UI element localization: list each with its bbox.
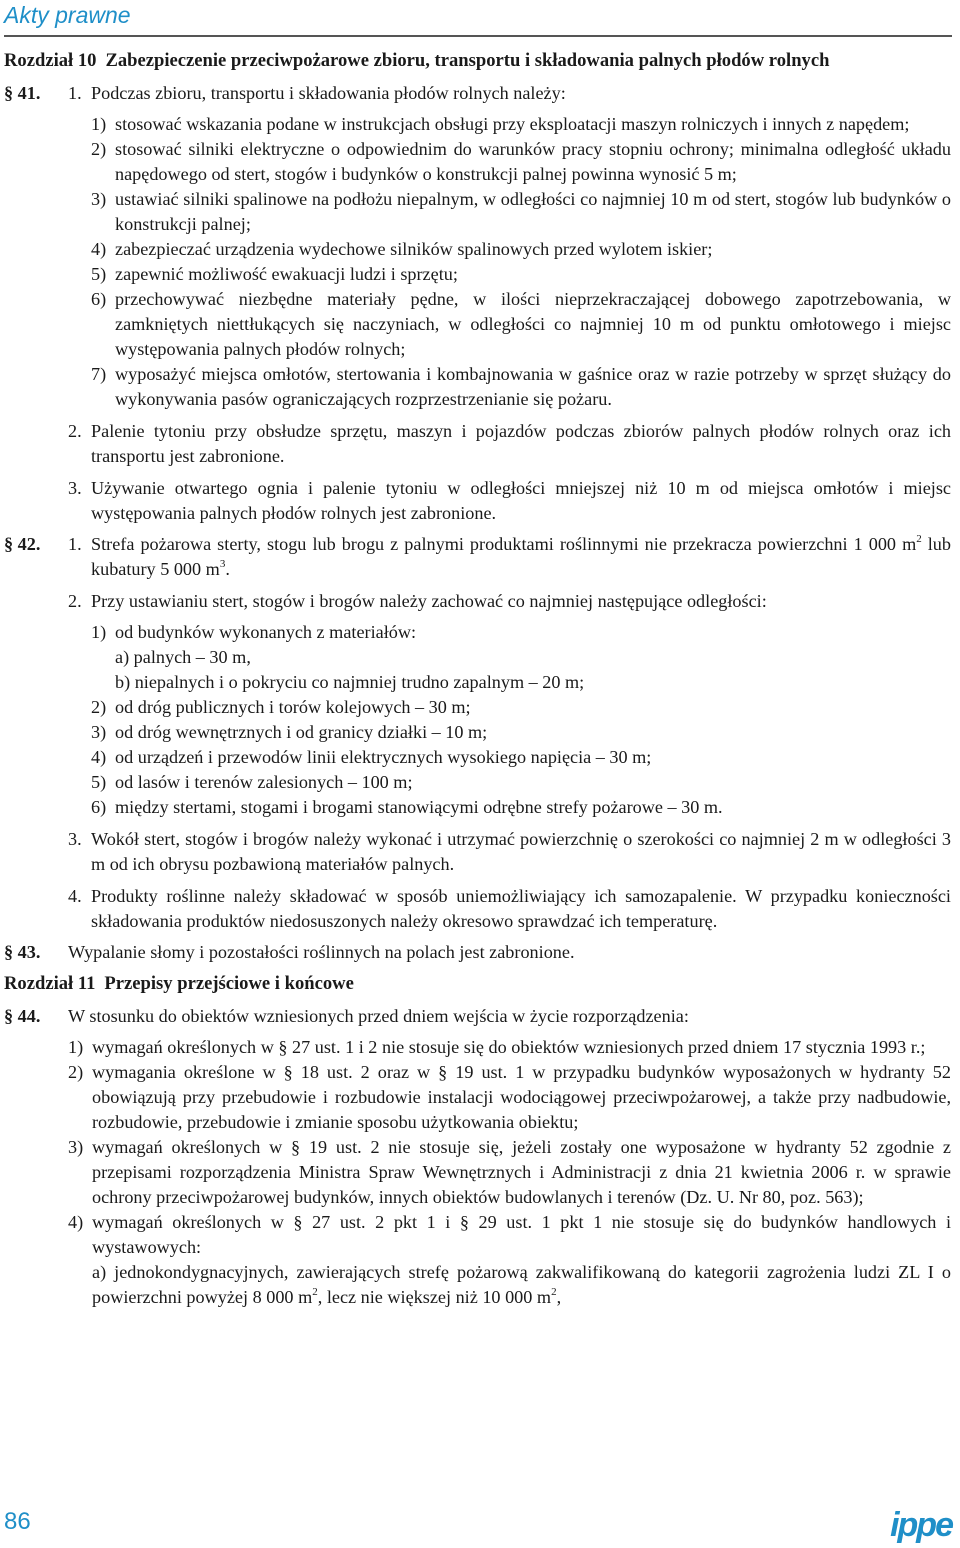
item-text: od dróg publicznych i torów kolejowych – 30 m; — [115, 697, 471, 717]
paragraph — [68, 419, 951, 469]
item-number: 1) — [68, 1037, 84, 1057]
item-text: ustawiać silniki spalinowe na podłożu niepalnym, w odległości co najmniej 10 m od stert, stogów lub budynków o konstrukcji palnej; — [115, 189, 951, 234]
page-header-title: Akty prawne — [4, 2, 131, 28]
sub-item: b) niepalnych i o pokryciu co najmniej trudno zapalnym – 20 m; — [115, 672, 585, 692]
item-text: od budynków wykonanych z materiałów: — [115, 622, 417, 642]
paragraph-text: Podczas zbioru, transportu i składowania płodów rolnych należy: — [91, 83, 566, 103]
list-item — [91, 745, 951, 770]
paragraph-text: Palenie tytoniu przy obsłudze sprzętu, maszyn i pojazdów podczas zbiorów palnych płodów rolnych oraz ich transportu jest zabronione. — [91, 421, 951, 466]
sub-item — [92, 1260, 951, 1310]
page-number: 86 — [4, 1508, 31, 1535]
superscript: 3 — [219, 557, 226, 570]
item-text: wymagań określonych w § 19 ust. 2 nie stosuje się, jeżeli zostały one wyposażone w hydranty 52 zgodnie z przepisami rozporządzenia Ministra Spraw Wewnętrznych i Administracji z dnia 21 kwietnia 2006 r. w sprawie ochrony przeciwpożarowej budynków, innych obiektów budowlanych i terenów (Dz. U. Nr 80, poz. 563); — [92, 1137, 951, 1207]
chapter-number: Rozdział 10 — [4, 50, 97, 71]
list-item — [91, 620, 951, 645]
text-part: , lecz nie większej niż 10 000 m — [317, 1287, 552, 1307]
item-number: 3) — [68, 1137, 84, 1157]
item-number: 4) — [91, 239, 107, 259]
item-number: 6) — [91, 797, 107, 817]
item-number: 2) — [91, 139, 107, 159]
paragraph-number: 1. — [68, 83, 82, 103]
item-number: 7) — [91, 364, 107, 384]
paragraph-number: 1. — [68, 534, 82, 554]
item-number: 5) — [91, 264, 107, 284]
text-part: , — [556, 1287, 562, 1307]
paragraph-text: Produkty roślinne należy składować w sposób uniemożliwiający ich samozapalenie. W przypadku konieczności składowania produktów niedosuszonych należy okresowo sprawdzać ich temperaturę. — [91, 886, 951, 931]
list-item — [91, 187, 951, 237]
chapter-title: Przepisy przejściowe i końcowe — [104, 973, 354, 994]
list-item — [91, 237, 951, 262]
item-number: 4) — [91, 747, 107, 767]
item-text: od urządzeń i przewodów linii elektrycznych wysokiego napięcia – 30 m; — [115, 747, 652, 767]
item-text: wyposażyć miejsca omłotów, stertowania i kombajnowania w gaśnice oraz w razie potrzeby w sprzęt służący do wykonywania pasów ograniczających rozprzestrzenianie się pożaru. — [115, 364, 951, 409]
paragraph-number: 3. — [68, 478, 82, 498]
list-item — [91, 112, 951, 137]
section-44-items — [68, 1035, 951, 1310]
section-number: § 41. — [4, 83, 41, 103]
paragraph-text: Używanie otwartego ognia i palenie tytoniu w odległości mniejszej niż 10 m od miejsca omłotów i miejsc występowania palnych płodów rolnych jest zabronione. — [91, 478, 951, 523]
section-number: § 43. — [4, 942, 41, 962]
item-number: 2) — [91, 697, 107, 717]
section-41 — [4, 81, 951, 106]
item-text: wymagań określonych w § 27 ust. 2 pkt 1 i § 29 ust. 1 pkt 1 nie stosuje się do budynków handlowych i wystawowych: — [92, 1212, 951, 1257]
section-41-items — [91, 112, 951, 412]
item-text: między stertami, stogami i brogami stanowiącymi odrębne strefy pożarowe – 30 m. — [115, 797, 723, 817]
item-number: 1) — [91, 114, 107, 134]
item-text: zapewnić możliwość ewakuacji ludzi i sprzętu; — [115, 264, 458, 284]
item-text: stosować silniki elektryczne o odpowiednim do warunków pracy stopniu ochrony; minimalna odległość układu napędowego od stert, stogów i budynków o konstrukcji palnej powinna wynosić 5 m; — [115, 139, 951, 184]
section-44 — [4, 1004, 951, 1029]
section-number: § 42. — [4, 534, 41, 554]
header-divider — [4, 35, 952, 37]
item-text: przechowywać niezbędne materiały pędne, w ilości nieprzekraczającej dobowego zapotrzebowania, w zamkniętych niettłukących się naczyniach, w odległości co najmniej 10 m od punktu omłotowego i miejsc występowania palnych płodów rolnych; — [115, 289, 951, 359]
logo-text: ippe — [890, 1506, 952, 1544]
item-text: zabezpieczać urządzenia wydechowe silników spalinowych przed wylotem iskier; — [115, 239, 713, 259]
paragraph-text: Wypalanie słomy i pozostałości roślinnych na polach jest zabronione. — [68, 942, 575, 962]
list-item — [91, 720, 951, 745]
paragraph — [68, 884, 951, 934]
chapter-10-heading — [4, 48, 951, 73]
paragraph — [68, 827, 951, 877]
superscript: 2 — [551, 1285, 557, 1298]
section-number: § 44. — [4, 1006, 41, 1026]
document-body — [4, 48, 951, 1310]
chapter-11-heading — [4, 971, 951, 996]
list-item — [91, 770, 951, 795]
item-text: stosować wskazania podane w instrukcjach obsługi przy eksploatacji maszyn rolniczych i innych z napędem; — [115, 114, 910, 134]
item-text: od lasów i terenów zalesionych – 100 m; — [115, 772, 413, 792]
superscript: 2 — [312, 1285, 318, 1298]
sub-item: a) palnych – 30 m, — [115, 647, 251, 667]
paragraph-text — [91, 532, 951, 582]
item-number: 4) — [68, 1212, 84, 1232]
paragraph-number: 2. — [68, 591, 82, 611]
paragraph-text: Wokół stert, stogów i brogów należy wykonać i utrzymać powierzchnię o szerokości co najmniej 2 m w odległości 3 m od ich obrysu pozbawioną materiałów palnych. — [91, 829, 951, 874]
text-part: . — [225, 559, 230, 579]
list-item — [68, 1135, 951, 1210]
text-part: a) jednokondygnacyjnych, zawierających strefę pożarową zakwalifikowaną do kategorii zagrożenia ludzi ZL I o powierzchni powyżej 8 000 m — [92, 1262, 951, 1307]
list-item — [91, 262, 951, 287]
section-42-items — [91, 620, 951, 820]
item-number: 3) — [91, 722, 107, 742]
list-item — [91, 287, 951, 362]
list-item — [91, 362, 951, 412]
publisher-logo — [890, 1506, 952, 1545]
item-number: 5) — [91, 772, 107, 792]
paragraph-number: 4. — [68, 886, 82, 906]
paragraph-text: W stosunku do obiektów wzniesionych przed dniem wejścia w życie rozporządzenia: — [68, 1006, 689, 1026]
item-number: 1) — [91, 622, 107, 642]
superscript: 2 — [916, 532, 922, 545]
paragraph — [68, 589, 951, 614]
section-42 — [4, 532, 951, 582]
paragraph — [68, 476, 951, 526]
text-part: lub kubatury 5 000 m — [91, 534, 951, 579]
paragraph-number: 3. — [68, 829, 82, 849]
item-number: 2) — [68, 1062, 84, 1082]
chapter-title: Zabezpieczenie przeciwpożarowe zbioru, transportu i składowania palnych płodów rolnych — [105, 50, 830, 71]
list-item — [68, 1210, 951, 1260]
item-text: wymagań określonych w § 27 ust. 1 i 2 nie stosuje się do obiektów wzniesionych przed dniem 17 stycznia 1993 r.; — [92, 1037, 926, 1057]
item-text: od dróg wewnętrznych i od granicy działki – 10 m; — [115, 722, 488, 742]
chapter-number: Rozdział 11 — [4, 973, 96, 994]
item-number: 6) — [91, 289, 107, 309]
paragraph-number: 2. — [68, 421, 82, 441]
text-part: Strefa pożarowa sterty, stogu lub brogu z palnymi produktami roślinnymi nie przekracza powierzchni 1 000 m — [91, 534, 917, 554]
list-item — [91, 695, 951, 720]
item-text: wymagania określone w § 18 ust. 2 oraz w § 19 ust. 1 w przypadku budynków wyposażonych w hydranty 52 obowiązują przy przebudowie i rozbudowie instalacji wodociągowej przeciwpożarowej, a także przy nadbudowie, rozbudowie, przebudowie i zmianie sposobu użytkowania obiektu; — [92, 1062, 951, 1132]
list-item — [91, 795, 951, 820]
list-item — [68, 1035, 951, 1060]
list-item — [91, 137, 951, 187]
list-item — [68, 1060, 951, 1135]
paragraph-text: Przy ustawianiu stert, stogów i brogów należy zachować co najmniej następujące odległości: — [91, 591, 767, 611]
section-43 — [4, 940, 951, 965]
item-number: 3) — [91, 189, 107, 209]
